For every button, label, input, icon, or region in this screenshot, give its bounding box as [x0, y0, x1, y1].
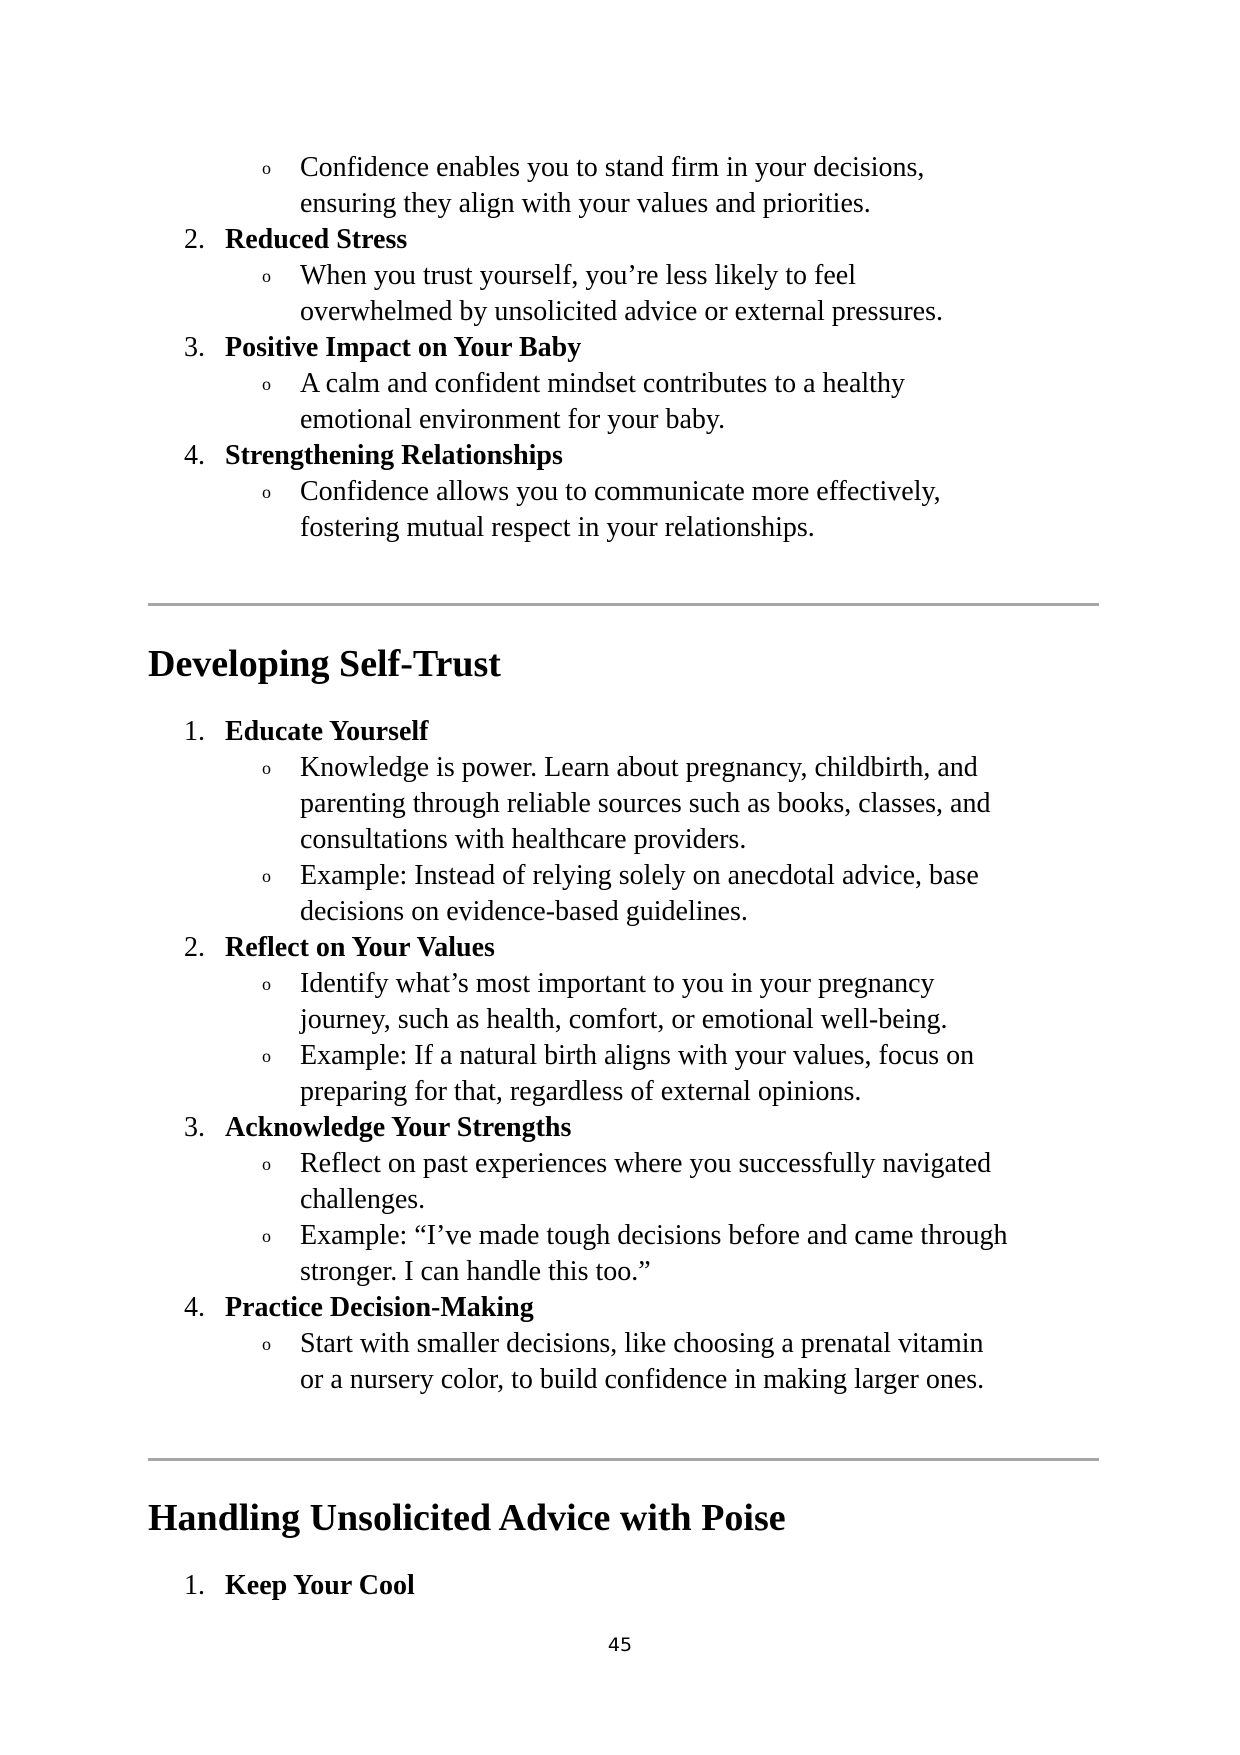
list-subitem: [0, 858, 1240, 930]
item-number: 1.: [184, 1570, 205, 1601]
list-subitem: [0, 1218, 1240, 1290]
item-title: Reflect on Your Values: [225, 932, 495, 963]
subitem-text: Start with smaller decisions, like choosing a prenatal vitamin or a nursery color, to build confidence in making larger ones.: [300, 1328, 985, 1395]
list-item: [0, 438, 1240, 474]
bullet-marker: o: [262, 266, 271, 286]
bullet-marker: o: [262, 866, 271, 886]
item-number: 2.: [184, 932, 205, 963]
subitem-text: Reflect on past experiences where you successfully navigated challenges.: [300, 1148, 992, 1215]
page-number: 45: [607, 1634, 633, 1656]
item-title: Practice Decision-Making: [225, 1292, 534, 1323]
bullet-marker: o: [262, 1334, 271, 1354]
bullet-marker: o: [262, 974, 271, 994]
list-item: [0, 1568, 1240, 1604]
self-trust-list: [0, 714, 1240, 1398]
section-heading: Developing Self-Trust: [148, 643, 501, 685]
subitem-text: Identify what’s most important to you in your pregnancy journey, such as health, comfort, or emotional well-being.: [300, 968, 948, 1035]
section-divider: [148, 603, 1099, 606]
item-number: 1.: [184, 716, 205, 747]
subitem-text: Example: If a natural birth aligns with your values, focus on preparing for that, regardless of external opinions.: [300, 1040, 975, 1107]
item-title: Acknowledge Your Strengths: [225, 1112, 572, 1143]
bullet-marker: o: [262, 1226, 271, 1246]
list-subitem: [0, 750, 1240, 858]
item-number: 3.: [184, 332, 205, 363]
bullet-marker: o: [262, 758, 271, 778]
list-item: [0, 1290, 1240, 1326]
subitem-text: Confidence enables you to stand firm in your decisions, ensuring they align with your values and priorities.: [300, 152, 925, 219]
list-subitem: [0, 966, 1240, 1038]
list-subitem: [0, 258, 1240, 330]
list-subitem: [0, 150, 1240, 222]
list-subitem: [0, 1146, 1240, 1218]
list-item: [0, 1110, 1240, 1146]
item-title: Keep Your Cool: [225, 1570, 415, 1601]
subitem-text: A calm and confident mindset contributes to a healthy emotional environment for your baby.: [300, 368, 905, 435]
advice-list: [0, 1568, 1240, 1604]
bullet-marker: o: [262, 158, 271, 178]
subitem-text: Knowledge is power. Learn about pregnancy, childbirth, and parenting through reliable sources such as books, classes, and consultations with healthcare providers.: [300, 752, 991, 855]
list-item: [0, 930, 1240, 966]
list-subitem: [0, 1038, 1240, 1110]
item-title: Positive Impact on Your Baby: [225, 332, 582, 363]
list-subitem: [0, 474, 1240, 546]
bullet-marker: o: [262, 374, 271, 394]
list-item: [0, 330, 1240, 366]
subitem-text: Confidence allows you to communicate more effectively, fostering mutual respect in your relationships.: [300, 476, 941, 543]
list-subitem: [0, 366, 1240, 438]
section-heading: Handling Unsolicited Advice with Poise: [148, 1497, 786, 1539]
continued-list: [0, 150, 1240, 546]
section-divider: [148, 1458, 1099, 1461]
item-title: Reduced Stress: [225, 224, 408, 255]
item-number: 4.: [184, 1292, 205, 1323]
bullet-marker: o: [262, 1154, 271, 1174]
item-title: Strengthening Relationships: [225, 440, 563, 471]
subitem-text: Example: Instead of relying solely on anecdotal advice, base decisions on evidence-based guidelines.: [300, 860, 979, 927]
item-number: 3.: [184, 1112, 205, 1143]
item-number: 2.: [184, 224, 205, 255]
item-title: Educate Yourself: [225, 716, 429, 747]
bullet-marker: o: [262, 1046, 271, 1066]
subitem-text: Example: “I’ve made tough decisions before and came through stronger. I can handle this too.”: [300, 1220, 1008, 1287]
list-subitem: [0, 1326, 1240, 1398]
list-item: [0, 714, 1240, 750]
list-item: [0, 222, 1240, 258]
bullet-marker: o: [262, 482, 271, 502]
item-number: 4.: [184, 440, 205, 471]
subitem-text: When you trust yourself, you’re less likely to feel overwhelmed by unsolicited advice or external pressures.: [300, 260, 944, 327]
